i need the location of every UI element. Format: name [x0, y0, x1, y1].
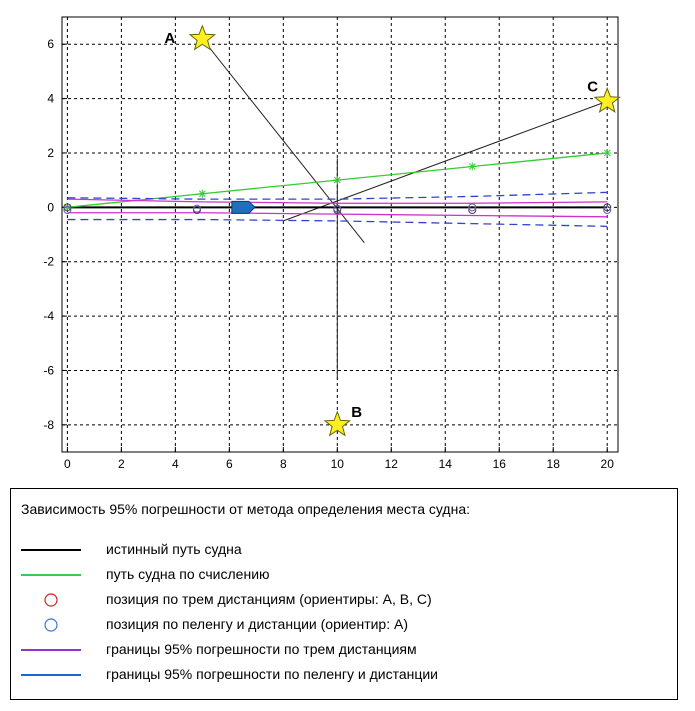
legend-label: границы 95% погрешности по трем дистанциям: [106, 641, 417, 657]
legend-item-bounds-three: [11, 639, 671, 661]
legend-label: путь судна по счислению: [106, 566, 270, 582]
plot-area: [62, 17, 618, 452]
dead-reckoning-point: [333, 176, 341, 184]
x-tick-label: 10: [330, 457, 344, 471]
legend-circle-red: [21, 591, 81, 609]
legend-item-bounds-bearing: [11, 664, 671, 686]
landmark-label-a: A: [164, 29, 176, 47]
x-tick-label: 4: [172, 457, 179, 471]
legend-line-blue: [21, 666, 81, 684]
dead-reckoning-point: [198, 190, 206, 198]
legend-title: Зависимость 95% погрешности от метода определения места судна:: [21, 501, 471, 517]
x-tick-label: 2: [118, 457, 125, 471]
legend-line-black: [21, 541, 81, 559]
legend-label: позиция по пеленгу и дистанции (ориентир: А): [106, 616, 408, 632]
legend-item-three-distances: [11, 589, 671, 611]
landmark-label-c: C: [587, 78, 599, 96]
x-tick-label: 18: [546, 457, 560, 471]
x-tick-label: 8: [279, 457, 287, 471]
y-tick-label: -8: [43, 417, 54, 432]
y-tick-label: 4: [47, 91, 54, 106]
legend: [10, 488, 678, 700]
y-tick-label: -6: [43, 363, 54, 378]
legend-label: истинный путь судна: [106, 541, 242, 557]
legend-item-bearing-distance: [11, 614, 671, 636]
legend-item-dead-reckoning: [11, 564, 671, 586]
legend-line-purple: [21, 641, 81, 659]
legend-label: границы 95% погрешности по пеленгу и дистанции: [106, 666, 439, 682]
x-tick-label: 0: [64, 457, 71, 471]
y-tick-label: 2: [47, 145, 54, 160]
x-tick-label: 20: [600, 457, 614, 471]
x-tick-label: 6: [225, 457, 233, 471]
landmark-label-b: B: [351, 403, 363, 421]
legend-label: позиция по трем дистанциям (ориентиры: А, В, С): [106, 591, 432, 607]
y-tick-label: -4: [43, 309, 54, 324]
y-tick-label: -2: [43, 254, 54, 269]
legend-item-true-path: [11, 539, 671, 561]
y-tick-label: 6: [47, 37, 54, 52]
dead-reckoning-point: [468, 163, 476, 171]
x-tick-label: 12: [384, 457, 398, 471]
legend-circle-blue: [21, 616, 81, 634]
x-tick-label: 16: [492, 457, 506, 471]
x-tick-label: 14: [438, 457, 452, 471]
y-tick-label: 0: [47, 200, 54, 215]
legend-line-green: [21, 566, 81, 584]
dead-reckoning-point: [603, 149, 611, 157]
